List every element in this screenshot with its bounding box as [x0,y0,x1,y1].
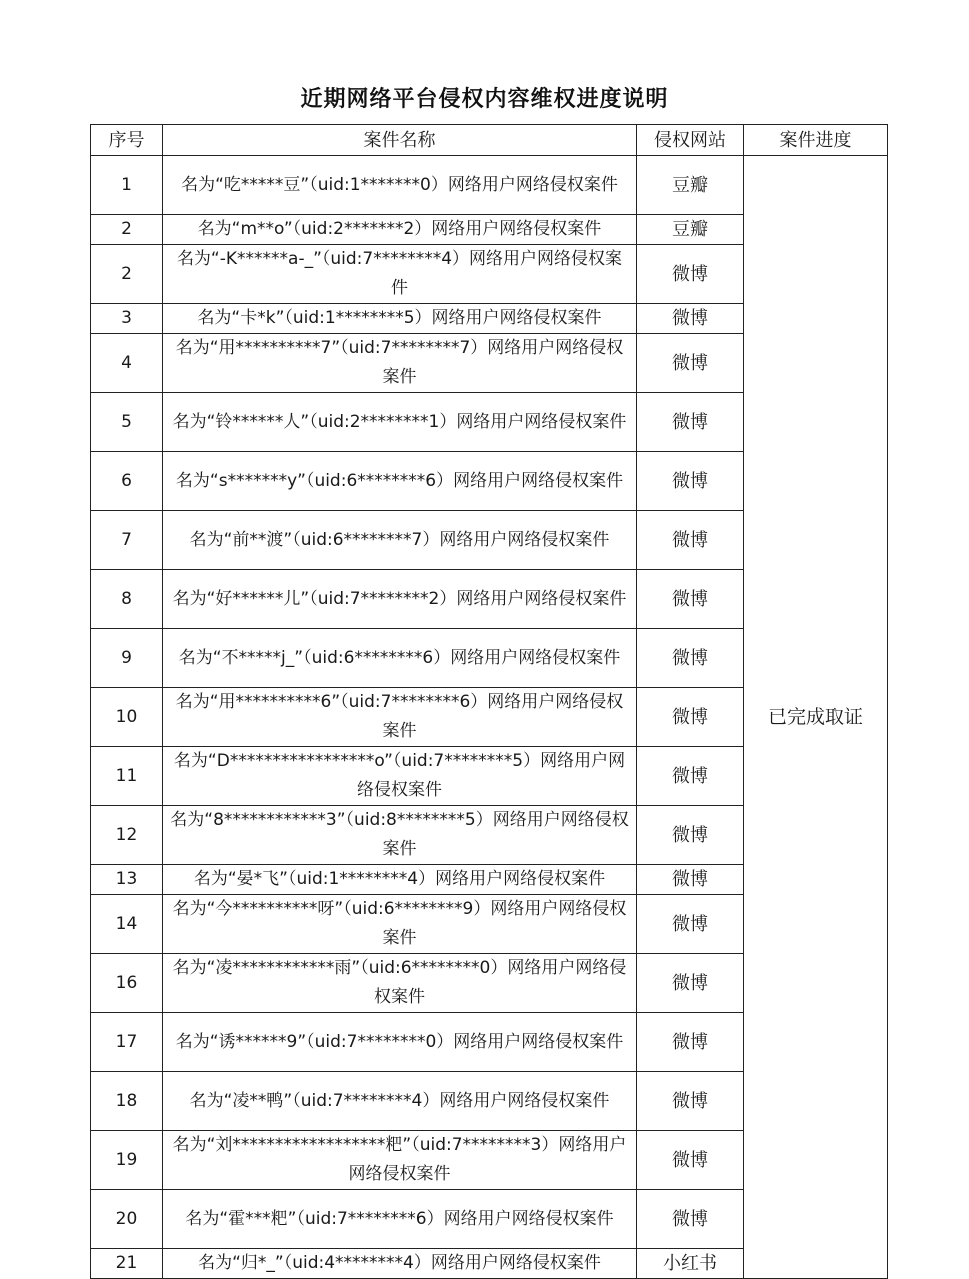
row-seq: 8 [91,570,163,629]
row-case-name: 名为“吃*****豆”（uid:1*******0）网络用户网络侵权案件 [163,156,637,215]
row-case-name: 名为“前**渡”（uid:6********7）网络用户网络侵权案件 [163,511,637,570]
row-site: 微博 [637,865,744,895]
row-site: 微博 [637,1072,744,1131]
row-case-name: 名为“霍***粑”（uid:7********6）网络用户网络侵权案件 [163,1190,637,1249]
header-site: 侵权网站 [637,125,744,156]
row-seq: 7 [91,511,163,570]
row-seq: 1 [91,156,163,215]
row-site: 微博 [637,511,744,570]
row-site: 微博 [637,304,744,334]
row-case-name: 名为“铃******人”（uid:2********1）网络用户网络侵权案件 [163,393,637,452]
row-case-name: 名为“晏*飞”（uid:1********4）网络用户网络侵权案件 [163,865,637,895]
row-case-name: 名为“s*******y”（uid:6********6）网络用户网络侵权案件 [163,452,637,511]
document-title: 近期网络平台侵权内容维权进度说明 [300,87,669,112]
row-site: 豆瓣 [637,215,744,245]
row-case-name: 名为“今**********呀”（uid:6********9）网络用户网络侵权案件 [163,895,637,954]
row-seq: 5 [91,393,163,452]
row-site: 微博 [637,334,744,393]
table-header-row [91,125,888,156]
row-case-name: 名为“好******儿”（uid:7********2）网络用户网络侵权案件 [163,570,637,629]
table-body [91,156,888,1279]
row-seq: 11 [91,747,163,806]
row-case-name: 名为“D*****************o”（uid:7********5）网络用户网络侵权案件 [163,747,637,806]
row-case-name: 名为“刘******************粑”（uid:7********3）网络用户网络侵权案件 [163,1131,637,1190]
row-seq: 16 [91,954,163,1013]
row-site: 微博 [637,1190,744,1249]
row-seq: 17 [91,1013,163,1072]
row-case-name: 名为“-K******a-_”（uid:7********4）网络用户网络侵权案件 [163,245,637,304]
row-site: 微博 [637,895,744,954]
table-row [91,156,888,215]
row-case-name: 名为“用**********6”（uid:7********6）网络用户网络侵权案件 [163,688,637,747]
row-site: 微博 [637,452,744,511]
row-case-name: 名为“8************3”（uid:8********5）网络用户网络侵权案件 [163,806,637,865]
row-seq: 13 [91,865,163,895]
row-site: 微博 [637,954,744,1013]
row-site: 微博 [637,1131,744,1190]
row-seq: 10 [91,688,163,747]
row-seq: 6 [91,452,163,511]
case-status: 已完成取证 [744,156,888,1279]
row-seq: 14 [91,895,163,954]
row-site: 小红书 [637,1249,744,1279]
row-seq: 21 [91,1249,163,1279]
row-case-name: 名为“凌************雨”（uid:6********0）网络用户网络侵权案件 [163,954,637,1013]
case-progress-table [90,124,888,1279]
row-case-name: 名为“用**********7”（uid:7********7）网络用户网络侵权案件 [163,334,637,393]
row-site: 微博 [637,1013,744,1072]
row-seq: 4 [91,334,163,393]
row-site: 微博 [637,570,744,629]
row-case-name: 名为“诱******9”（uid:7********0）网络用户网络侵权案件 [163,1013,637,1072]
row-site: 微博 [637,688,744,747]
row-case-name: 名为“归*_”（uid:4********4）网络用户网络侵权案件 [163,1249,637,1279]
row-site: 微博 [637,629,744,688]
row-case-name: 名为“不*****j_”（uid:6********6）网络用户网络侵权案件 [163,629,637,688]
row-site: 微博 [637,393,744,452]
row-seq: 2 [91,245,163,304]
row-seq: 12 [91,806,163,865]
row-case-name: 名为“卡*k”（uid:1********5）网络用户网络侵权案件 [163,304,637,334]
row-seq: 19 [91,1131,163,1190]
header-progress: 案件进度 [744,125,888,156]
row-seq: 9 [91,629,163,688]
header-seq: 序号 [91,125,163,156]
row-seq: 18 [91,1072,163,1131]
row-site: 豆瓣 [637,156,744,215]
row-site: 微博 [637,806,744,865]
header-case-name: 案件名称 [163,125,637,156]
row-seq: 20 [91,1190,163,1249]
row-site: 微博 [637,747,744,806]
row-seq: 3 [91,304,163,334]
row-seq: 2 [91,215,163,245]
row-case-name: 名为“凌**鸭”（uid:7********4）网络用户网络侵权案件 [163,1072,637,1131]
row-site: 微博 [637,245,744,304]
row-case-name: 名为“m**o”（uid:2*******2）网络用户网络侵权案件 [163,215,637,245]
